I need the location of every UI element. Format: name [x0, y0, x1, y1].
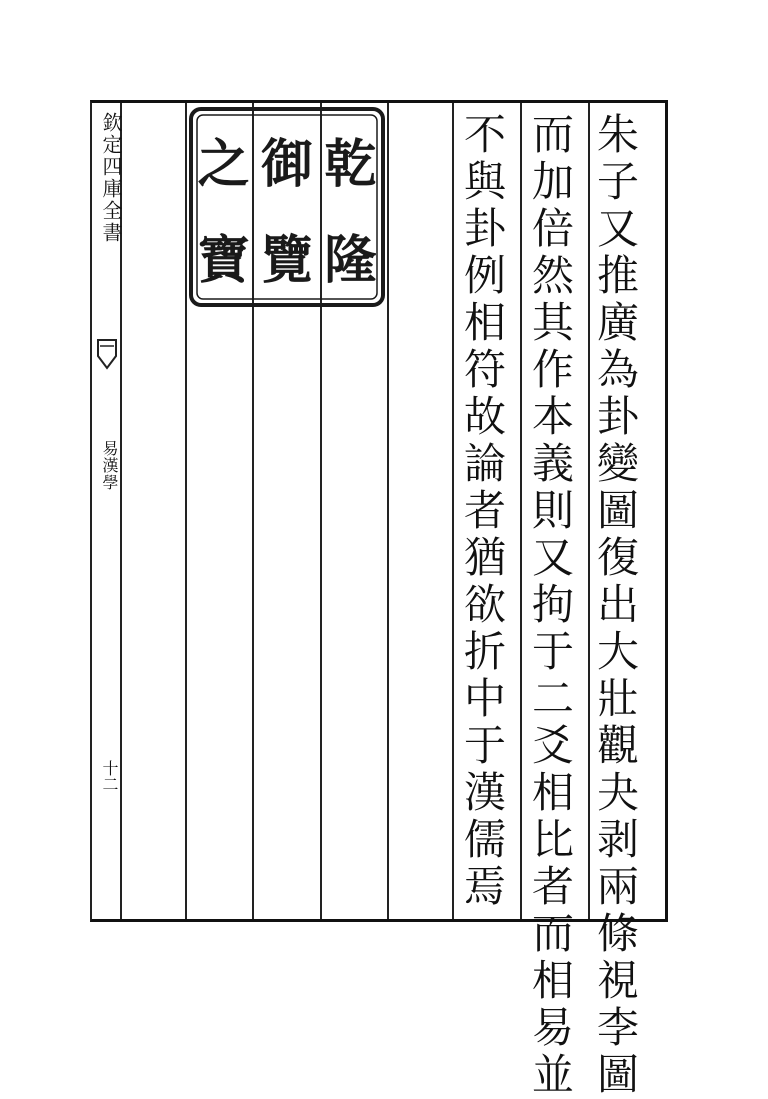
column-rule [520, 103, 522, 919]
text-column-2: 而加倍然其作本義則又拘于二爻相比者而相易並 [526, 112, 575, 1099]
seal-glyph: 乾 [324, 133, 377, 195]
margin-page-number: 十二 [100, 760, 119, 792]
seal-glyph: 御 [261, 133, 314, 195]
text-column-3: 不與卦例相符故論者猶欲折中于漢儒焉 [458, 112, 507, 911]
seal-glyph: 隆 [324, 229, 377, 291]
seal-glyph: 之 [197, 133, 250, 195]
seal-glyph: 寶 [197, 229, 250, 291]
column-rule [185, 103, 187, 919]
column-rule [452, 103, 454, 919]
margin-section-title: 易漢學 [100, 440, 119, 491]
seal-glyph: 覽 [261, 229, 314, 291]
text-column-1: 朱子又推廣為卦變圖復出大壯觀夬剥兩條視李圖 [591, 112, 640, 1099]
margin-book-title: 欽定四庫全書 [99, 112, 123, 244]
seal-characters [192, 111, 382, 303]
fishtail-mark-icon [96, 338, 118, 372]
column-rule [387, 103, 389, 919]
